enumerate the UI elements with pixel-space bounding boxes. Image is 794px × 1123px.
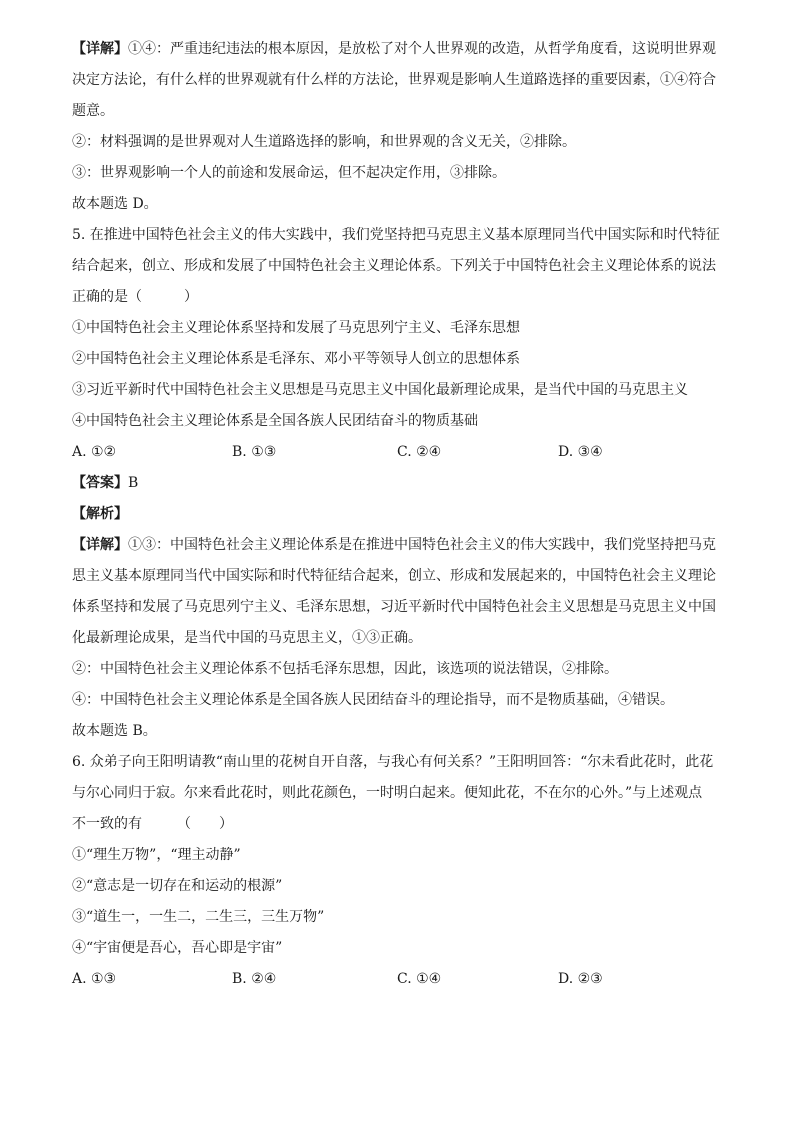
detail-tag: 【详解】: [72, 537, 128, 553]
q4-detail-line-2: 决定方法论，有什么样的世界观就有什么样的方法论，世界观是影响人生道路选择的重要因素，①④符合: [72, 72, 716, 88]
q5-detail-line-4: 化最新理论成果，是当代中国的马克思主义，①③正确。: [72, 630, 422, 646]
q4-conclusion: 故本题选 D。: [72, 196, 158, 212]
q4-detail-line-5: ③：世界观影响一个人的前途和发展命运，但不起决定作用，③排除。: [72, 165, 506, 181]
q5-option-c: C. ②④: [397, 444, 442, 460]
q5-option-d: D. ③④: [558, 444, 603, 460]
q5-stem-line-1: 5. 在推进中国特色社会主义的伟大实践中，我们党坚持把马克思主义基本原理同当代中国实际和时代特征: [72, 227, 720, 243]
q4-detail-text: ①④：严重违纪违法的根本原因，是放松了对个人世界观的改造，从哲学角度看，这说明世界观: [128, 41, 716, 57]
q5-answer: [72, 468, 726, 499]
answer-value: B: [128, 475, 139, 491]
q6-option-c: C. ①④: [397, 971, 442, 987]
q5-item-4: ④中国特色社会主义理论体系是全国各族人民团结奋斗的物质基础: [72, 413, 478, 429]
q4-detail-line-4: ②：材料强调的是世界观对人生道路选择的影响，和世界观的含义无关，②排除。: [72, 134, 576, 150]
q5-option-a: A. ①②: [72, 444, 117, 460]
q5-item-2: ②中国特色社会主义理论体系是毛泽东、邓小平等领导人创立的思想体系: [72, 351, 520, 367]
document-page: [72, 34, 726, 995]
q5-conclusion: 故本题选 B。: [72, 723, 157, 739]
q6-option-d: D. ②③: [558, 971, 603, 987]
q5-stem-line-3: 正确的是（ ）: [72, 289, 198, 305]
q5-detail-line-2: 思主义基本原理同当代中国实际和时代特征结合起来，创立、形成和发展起来的，中国特色社会主义理论: [72, 568, 716, 584]
q5-option-b: B. ①③: [232, 444, 277, 460]
q5-options: [72, 437, 726, 468]
q5-item-1: ①中国特色社会主义理论体系坚持和发展了马克思列宁主义、毛泽东思想: [72, 320, 520, 336]
q5-item-3: ③习近平新时代中国特色社会主义思想是马克思主义中国化最新理论成果，是当代中国的马克思主义: [72, 382, 688, 398]
q6-item-1: ①“理生万物”，“理主动静”: [72, 847, 241, 863]
q5-detail-line-3: 体系坚持和发展了马克思列宁主义、毛泽东思想，习近平新时代中国特色社会主义思想是马克思主义中国: [72, 599, 716, 615]
q5-detail-text: ①③：中国特色社会主义理论体系是在推进中国特色社会主义的伟大实践中，我们党坚持把马克: [128, 537, 716, 553]
analysis-tag: 【解析】: [72, 506, 128, 522]
q5-detail-line-1: [72, 530, 726, 561]
q6-item-4: ④“宇宙便是吾心，吾心即是宇宙”: [72, 940, 283, 956]
q4-detail-line-1: [72, 34, 726, 65]
q6-stem-line-3: 不一致的有 （ ）: [72, 816, 233, 832]
q6-stem-line-1: 6. 众弟子向王阳明请教“南山里的花树自开自落，与我心有何关系？”王阳明回答：“尔未看此花时，此花: [72, 754, 714, 770]
q6-item-3: ③“道生一，一生二，二生三，三生万物”: [72, 909, 325, 925]
detail-tag: 【详解】: [72, 41, 128, 57]
answer-tag: 【答案】: [72, 475, 128, 491]
q6-stem-line-2: 与尔心同归于寂。尔来看此花时，则此花颜色，一时明白起来。便知此花，不在尔的心外。”与上述观点: [72, 785, 703, 801]
q6-option-b: B. ②④: [232, 971, 277, 987]
q6-options: [72, 964, 726, 995]
q4-detail-line-3: 题意。: [72, 103, 114, 119]
q6-option-a: A. ①③: [72, 971, 117, 987]
q5-analysis: [72, 499, 726, 530]
q6-item-2: ②“意志是一切存在和运动的根源”: [72, 878, 283, 894]
q5-detail-line-5: ②：中国特色社会主义理论体系不包括毛泽东思想，因此，该选项的说法错误，②排除。: [72, 661, 618, 677]
q5-stem-line-2: 结合起来，创立、形成和发展了中国特色社会主义理论体系。下列关于中国特色社会主义理论体系的说法: [72, 258, 716, 274]
q5-detail-line-6: ④：中国特色社会主义理论体系是全国各族人民团结奋斗的理论指导，而不是物质基础，④错误。: [72, 692, 674, 708]
